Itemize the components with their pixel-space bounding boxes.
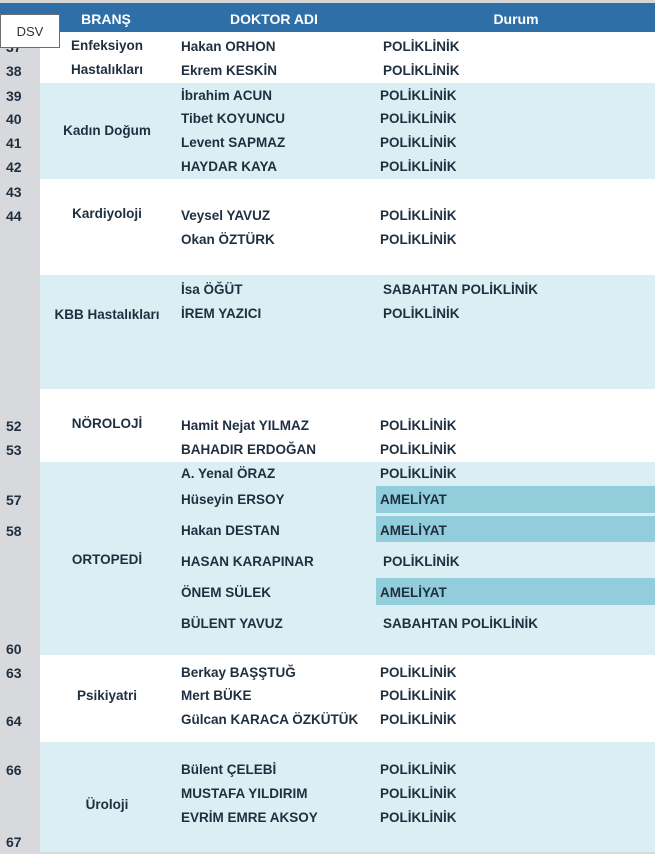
doctor-name: EVRİM EMRE AKSOY [181, 810, 318, 825]
status-value: SABAHTAN POLİKLİNİK [383, 616, 538, 631]
status-value: POLİKLİNİK [380, 442, 457, 457]
doctor-name: Ekrem KESKİN [181, 63, 278, 78]
doctor-name: Bülent ÇELEBİ [181, 762, 277, 777]
branch-psikiyatri: Psikiyatri [76, 688, 138, 703]
doctor-name: BÜLENT YAVUZ [181, 616, 283, 631]
doctor-name: Hüseyin ERSOY [181, 492, 285, 507]
row-number: 38 [6, 63, 22, 79]
row-number: 53 [6, 442, 22, 458]
status-value: POLİKLİNİK [380, 418, 457, 433]
doctor-name: Mert BÜKE [181, 688, 252, 703]
status-value: POLİKLİNİK [380, 208, 457, 223]
row-number: 44 [6, 208, 22, 224]
branch-noroloji: NÖROLOJİ [71, 416, 143, 431]
band-kardiyoloji [40, 179, 655, 275]
row-number: 60 [6, 641, 22, 657]
row-number: 42 [6, 159, 22, 175]
status-value: POLİKLİNİK [383, 554, 460, 569]
status-value: POLİKLİNİK [380, 466, 457, 481]
dsv-badge[interactable]: DSV [0, 14, 60, 48]
doctor-name: MUSTAFA YILDIRIM [181, 786, 308, 801]
row-number: 43 [6, 184, 22, 200]
doctor-name: İbrahim ACUN [181, 88, 273, 103]
header-durum: Durum [493, 11, 539, 27]
status-value: POLİKLİNİK [380, 688, 457, 703]
doctor-name: Berkay BAŞŞTUĞ [181, 665, 296, 680]
doctor-name: Levent SAPMAZ [181, 135, 286, 150]
branch-ortopedi: ORTOPEDİ [71, 552, 143, 567]
doctor-name: A. Yenal ÖRAZ [181, 466, 276, 481]
branch-kardiyoloji: Kardiyoloji [72, 206, 142, 221]
doctor-name: Hakan DESTAN [181, 523, 280, 538]
row-number: 52 [6, 418, 22, 434]
branch-enfeksiyon: Enfeksiyon Hastalıkları [70, 38, 144, 77]
branch-uroloji: Üroloji [85, 797, 129, 812]
table-header [0, 0, 655, 32]
header-doktor: DOKTOR ADI [230, 11, 318, 27]
doctor-name: Gülcan KARACA ÖZKÜTÜK [181, 712, 359, 727]
doctor-name: Veysel YAVUZ [181, 208, 271, 223]
status-value: POLİKLİNİK [383, 63, 460, 78]
branch-kbb: KBB Hastalıkları [54, 307, 160, 322]
status-value: POLİKLİNİK [380, 135, 457, 150]
header-brans: BRANŞ [81, 11, 131, 27]
status-value: AMELİYAT [380, 523, 447, 538]
doctor-name: Tibet KOYUNCU [181, 111, 286, 126]
branch-kadin-dogum: Kadın Doğum [63, 123, 151, 138]
doctor-name: İREM YAZICI [181, 306, 262, 321]
status-value: POLİKLİNİK [383, 306, 460, 321]
row-number: 63 [6, 665, 22, 681]
status-value: POLİKLİNİK [380, 786, 457, 801]
doctor-name: Okan ÖZTÜRK [181, 232, 275, 247]
status-value: POLİKLİNİK [380, 810, 457, 825]
row-number: 57 [6, 492, 22, 508]
doctor-name: HASAN KARAPINAR [181, 554, 314, 569]
status-value: POLİKLİNİK [380, 88, 457, 103]
status-value: AMELİYAT [380, 585, 447, 600]
doctor-name: Hakan ORHON [181, 39, 276, 54]
status-value: POLİKLİNİK [380, 762, 457, 777]
table-bottom-border [0, 852, 655, 854]
status-value: SABAHTAN POLİKLİNİK [383, 282, 538, 297]
row-number: 64 [6, 713, 22, 729]
doctor-name: BAHADIR ERDOĞAN [181, 442, 316, 457]
status-value: AMELİYAT [380, 492, 447, 507]
row-number: 58 [6, 523, 22, 539]
status-value: POLİKLİNİK [380, 232, 457, 247]
status-value: POLİKLİNİK [380, 712, 457, 727]
doctor-name: ÖNEM SÜLEK [181, 585, 272, 600]
status-value: POLİKLİNİK [380, 111, 457, 126]
row-number: 66 [6, 762, 22, 778]
row-number: 67 [6, 834, 22, 850]
band-kbb [40, 275, 655, 389]
status-value: POLİKLİNİK [380, 159, 457, 174]
row-number: 39 [6, 88, 22, 104]
doctor-name: HAYDAR KAYA [181, 159, 278, 174]
row-number: 41 [6, 135, 22, 151]
doctor-name: Hamit Nejat YILMAZ [181, 418, 310, 433]
status-value: POLİKLİNİK [380, 665, 457, 680]
status-value: POLİKLİNİK [383, 39, 460, 54]
row-number: 40 [6, 111, 22, 127]
doctor-name: İsa ÖĞÜT [181, 282, 243, 297]
